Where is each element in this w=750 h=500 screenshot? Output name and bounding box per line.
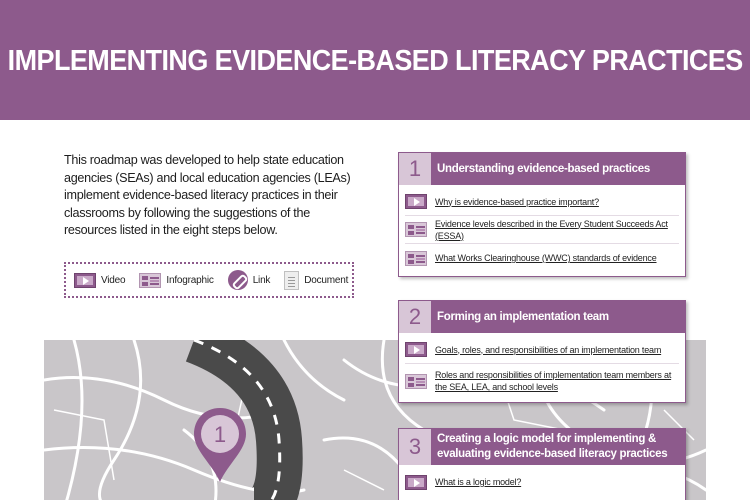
header-banner xyxy=(0,0,750,120)
legend-label: Document xyxy=(304,274,349,286)
legend-label: Infographic xyxy=(166,274,214,286)
link-icon xyxy=(228,270,248,290)
infographic-icon xyxy=(139,273,161,288)
resource-label[interactable]: Roles and responsibilities of implementation team members at the SEA, LEA, and school levels xyxy=(435,370,672,392)
resource-link[interactable] xyxy=(405,188,679,216)
resource-label[interactable]: What Works Clearinghouse (WWC) standards of evidence xyxy=(435,253,657,263)
resource-link[interactable] xyxy=(405,468,679,496)
step-title: Understanding evidence-based practices xyxy=(437,162,650,175)
legend-item-video xyxy=(74,273,125,288)
step-number: 2 xyxy=(399,301,431,333)
resource-label[interactable]: Goals, roles, and responsibilities of an implementation team xyxy=(435,344,662,355)
resource-link[interactable] xyxy=(405,336,679,364)
step-header xyxy=(399,153,685,185)
step-card-1 xyxy=(398,152,686,277)
infographic-icon xyxy=(405,251,427,266)
resource-label[interactable]: Why is evidence-based practice important? xyxy=(435,196,599,207)
step-title: Creating a logic model for implementing & evaluating evidence-based literacy practices xyxy=(437,433,668,460)
legend-label: Video xyxy=(101,274,126,286)
legend-item-link xyxy=(228,270,271,290)
legend-item-document xyxy=(284,271,348,290)
resource-label[interactable]: What is a logic model? xyxy=(435,477,522,487)
legend-label: Link xyxy=(252,274,271,286)
step-number: 1 xyxy=(399,153,431,185)
page-title: IMPLEMENTING EVIDENCE-BASED LITERACY PRACTICES xyxy=(7,44,743,77)
legend-item-infographic xyxy=(139,273,213,288)
infographic-icon xyxy=(405,374,427,389)
step-number: 3 xyxy=(399,429,431,465)
resource-label[interactable]: Evidence levels described in the Every Student Succeeds Act (ESSA) xyxy=(435,218,668,241)
icon-legend xyxy=(64,262,354,298)
step-header xyxy=(399,301,685,333)
step-card-2 xyxy=(398,300,686,403)
pin-number: 1 xyxy=(213,422,227,447)
step-header xyxy=(399,429,685,465)
video-icon xyxy=(405,475,427,490)
resource-link[interactable] xyxy=(405,364,679,398)
step-title: Forming an implementation team xyxy=(437,310,609,323)
infographic-icon xyxy=(405,222,427,237)
video-icon xyxy=(405,342,427,357)
resource-link[interactable] xyxy=(405,244,679,272)
step-1-map-pin[interactable] xyxy=(190,406,250,486)
intro-paragraph: This roadmap was developed to help state education agencies (SEAs) and local education agencies (LEAs) implement evidence-based literacy practices in their classrooms by following the suggestions of the resources listed in the eight steps below. xyxy=(64,153,351,238)
video-icon xyxy=(74,273,96,288)
resource-link[interactable] xyxy=(405,216,679,244)
document-icon xyxy=(284,271,299,290)
video-icon xyxy=(405,194,427,209)
step-card-3 xyxy=(398,428,686,500)
